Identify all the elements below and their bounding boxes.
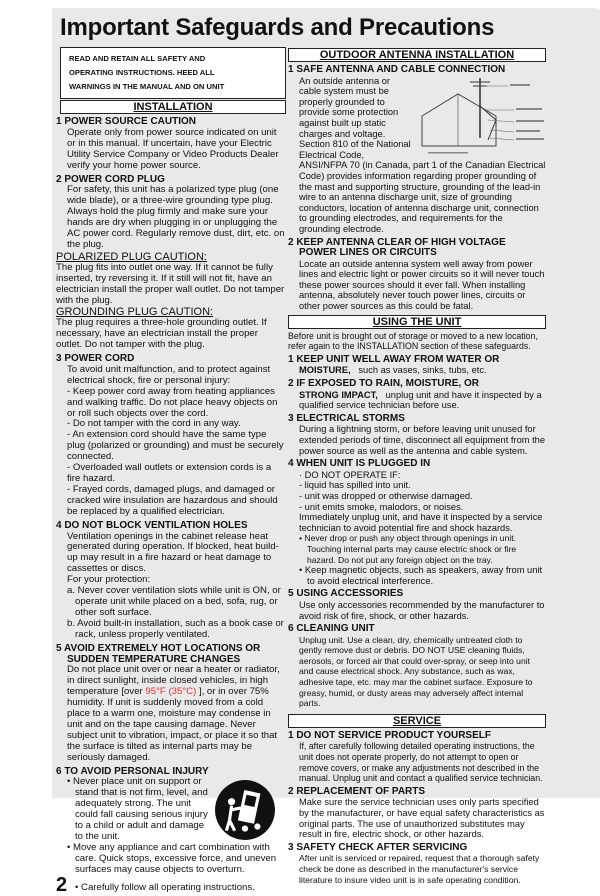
item-title: SUDDEN TEMPERATURE CHANGES xyxy=(67,653,241,665)
item-text xyxy=(288,76,546,235)
text: Do not place unit over or near a heater or radiator, in direct sunlight, inside closed vehicles, in high temperature [over xyxy=(67,664,280,698)
item-text: To avoid unit malfunction, and to protect against electrical shock, fire or personal injury: xyxy=(67,363,271,386)
bullet: - liquid has spilled into unit. xyxy=(299,480,411,491)
text: An outside antenna or cable system must be properly grounded to provide some protection against built up static charges and voltage. Section 810 of the National Electrical Code, ANSI/NFPA 70 (in Canada, part 1 of the Canadian Electrical Code) provides information regarding proper grounding of the mast and supporting structure, grounding of the lead-in wire to an antenna discharge unit, size of grounding conductors, location of antenna discharge unit, connection to grounding electrodes, and requirements for the grounding electrode. xyxy=(299,75,546,234)
polarized-caution-title: POLARIZED PLUG CAUTION: xyxy=(56,250,207,263)
item-title: 2 IF EXPOSED TO RAIN, MOISTURE, OR xyxy=(288,378,479,390)
bullet: - unit emits smoke, malodors, or noises. xyxy=(299,501,464,512)
item-title: 3 SAFETY CHECK AFTER SERVICING xyxy=(288,841,468,853)
notice-line: OPERATING INSTRUCTIONS. HEED ALL xyxy=(69,68,215,77)
text: unplug unit and have it inspected by a qualified service technician before use. xyxy=(299,389,542,411)
bullet: - Do not tamper with the cord in any way. xyxy=(67,418,241,430)
bullet: - Overloaded wall outlets or extension cords is a fire hazard. xyxy=(67,462,272,484)
item-title: 6 TO AVOID PERSONAL INJURY xyxy=(56,765,209,777)
item-text: Unplug unit. Use a clean, dry, chemically untreated cloth to gently remove dust or debris. DO NOT USE cleaning fluids, aerosols, or forced air that could over-spray, or seep into unit and cause electrical shock. Any substance, such as wax, adhesive tape, etc. may mar the cabinet surface. Exposure to greasy, humid, or dusty areas may adversely affect internal parts. xyxy=(299,634,533,709)
item-title: 4 WHEN UNIT IS PLUGGED IN xyxy=(288,458,431,470)
item-text: Immediately unplug unit, and have it inspected by a service technician to avoid potential fire and shock hazards. xyxy=(299,512,543,533)
notice-line: READ AND RETAIN ALL SAFETY AND xyxy=(69,54,206,63)
item-text xyxy=(288,365,546,376)
text: ], or in over 75% humidity. If unit is suddenly moved from a cold place to a warm one, moisture may condense in unit and on the tape causing damage. Never subject unit to vibration, impact, or place it so that the surface is tilted as internal parts may be seriously damaged. xyxy=(67,686,278,763)
section-intro: Before unit is brought out of storage or moved to a new location, refer again to the INSTALLATION section of these safeguards. xyxy=(288,330,538,352)
item-title: 5 AVOID EXTREMELY HOT LOCATIONS OR xyxy=(56,642,261,654)
bullet: · DO NOT OPERATE IF: xyxy=(299,469,401,480)
notice-box xyxy=(60,47,286,99)
temperature-value: 95°F (35°C) xyxy=(145,686,197,698)
item-text: Use only accessories recommended by the manufacturer to avoid risk of fire, shock, or other hazards. xyxy=(299,599,545,621)
bullet: • Move any appliance and cart combination with care. Quick stops, excessive force, and uneven surfaces may cause objects to overturn. xyxy=(67,841,277,875)
item-title: 2 POWER CORD PLUG xyxy=(56,173,165,185)
item-title: 5 USING ACCESSORIES xyxy=(288,588,404,600)
right-column xyxy=(288,47,546,885)
item-text: Operate only from power source indicated on unit or in this manual. If uncertain, have your Electric Utility Service Company or Video Products Dealer verify your home power source. xyxy=(67,126,279,171)
item-title: 1 SAFE ANTENNA AND CABLE CONNECTION xyxy=(288,64,506,75)
grounding-caution-title: GROUNDING PLUG CAUTION: xyxy=(56,306,214,319)
text: such as vases, sinks, tubs, etc. xyxy=(358,365,487,376)
item-text: During a lightning storm, or before leaving unit unused for extended periods of time, disconnect all equipment from the power source as well as the antenna and cable system. xyxy=(299,424,545,456)
bullet: b. Avoid built-in installation, such as a book case or rack, unless properly ventilated. xyxy=(67,617,284,640)
service-heading: SERVICE xyxy=(288,714,546,728)
page-title: Important Safeguards and Precautions xyxy=(60,14,495,41)
item-title: 3 ELECTRICAL STORMS xyxy=(288,412,405,424)
bullet xyxy=(56,777,286,842)
item-title: POWER LINES OR CIRCUITS xyxy=(299,247,437,259)
bullet: • Keep magnetic objects, such as speakers, away from unit to avoid electrical interference. xyxy=(299,565,543,586)
item-text: Ventilation openings in the cabinet release heat generated during operation. If blocked, heat build-up may result in a fire hazard or heat damage to cassettes or discs. xyxy=(67,530,279,575)
item-text: Make sure the service technician uses only parts specified by the manufacturer, or have equal safety characteristics as original parts. The use of unauthorized substitutes may result in fire, electric shock, or other hazards. xyxy=(299,797,545,840)
last-bullet-row xyxy=(56,873,286,896)
item-title: 2 REPLACEMENT OF PARTS xyxy=(288,785,426,797)
item-text: After unit is serviced or repaired, request that a thorough safety check be done as described in the manufacturer's service literature to insure video unit is in safe operating condition. xyxy=(299,853,540,885)
item-text xyxy=(56,665,286,763)
bullet: a. Never cover ventilation slots while unit is ON, or operate unit while placed on a bed, sofa, rug, or other soft surface. xyxy=(67,585,281,618)
item-text xyxy=(288,390,546,411)
item-title: 6 CLEANING UNIT xyxy=(288,623,375,635)
item-title: 2 KEEP ANTENNA CLEAR OF HIGH VOLTAGE xyxy=(288,236,506,248)
text: MOISTURE, xyxy=(299,365,351,376)
using-unit-heading: USING THE UNIT xyxy=(288,315,546,329)
page-number: 2 xyxy=(56,873,68,896)
bullet: - Keep power cord away from heating appliances and walking traffic. Do not place heavy objects on or roll such objects over the cord. xyxy=(67,385,278,419)
item-text: If, after carefully following detailed operating instructions, the unit does not operate properly, do not attempt to open or remove covers, or make any adjustments not described in the manual. Unplug unit and contact a qualified service technician. xyxy=(299,741,543,784)
polarized-caution-text: The plug fits into outlet one way. If it cannot be fully inserted, try reversing it. If it still will not fit, have an electrician install the proper wall outlet. Do not tamper with the plug. xyxy=(56,261,285,306)
item-title: 4 DO NOT BLOCK VENTILATION HOLES xyxy=(56,519,248,531)
installation-heading: INSTALLATION xyxy=(60,100,286,114)
item-text: For safety, this unit has a polarized type plug (one wide blade), or a three-wire grounding type plug. Always hold the plug firmly and make sure your hands are dry when plugging in or unplugging the AC power cord. Regularly remove dust, dirt, etc. on the plug. xyxy=(67,184,285,250)
notice-line: WARNINGS IN THE MANUAL AND ON UNIT xyxy=(69,82,225,91)
item-text: For your protection: xyxy=(67,574,151,586)
bullet: - unit was dropped or otherwise damaged. xyxy=(299,490,473,501)
cart-tipover-warning-icon xyxy=(214,779,276,841)
outdoor-antenna-heading: OUTDOOR ANTENNA INSTALLATION xyxy=(288,48,546,62)
left-column xyxy=(56,47,286,894)
item-title: 1 KEEP UNIT WELL AWAY FROM WATER OR xyxy=(288,353,500,365)
antenna-grounding-diagram xyxy=(418,76,546,156)
text: STRONG IMPACT, xyxy=(299,389,378,400)
grounding-caution-text: The plug requires a three-hole grounding outlet. If necessary, have an electrician install the proper outlet. Do not tamper with the plug. xyxy=(56,317,267,351)
bullet: • Never drop or push any object through openings in unit. Touching internal parts may cause electric shock or fire hazard. Do not put any foreign object on the tray. xyxy=(299,533,517,565)
bullet: - An extension cord should have the same type plug (polarized or grounding) and must be securely connected. xyxy=(67,429,284,463)
item-title: 1 DO NOT SERVICE PRODUCT YOURSELF xyxy=(288,729,491,741)
item-title: 1 POWER SOURCE CAUTION xyxy=(56,116,197,127)
item-text: Locate an outside antenna system well away from power lines and electric light or power circuits so it will never touch these power sources should it ever fall. When installing antenna, absolutely never touch power lines, circuits or other power sources as this could be fatal. xyxy=(299,258,545,312)
bullet: - Frayed cords, damaged plugs, and damaged or cracked wire insulation are hazardous and should be replaced by a qualified electrician. xyxy=(67,483,278,517)
text: • Never place unit on support or stand that is not firm, level, and adequately strong. The unit could fall causing serious injury to a child or adult and damage to the unit. xyxy=(67,776,208,842)
bullet: • Carefully follow all operating instructions. xyxy=(75,881,255,893)
item-title: 3 POWER CORD xyxy=(56,353,135,365)
